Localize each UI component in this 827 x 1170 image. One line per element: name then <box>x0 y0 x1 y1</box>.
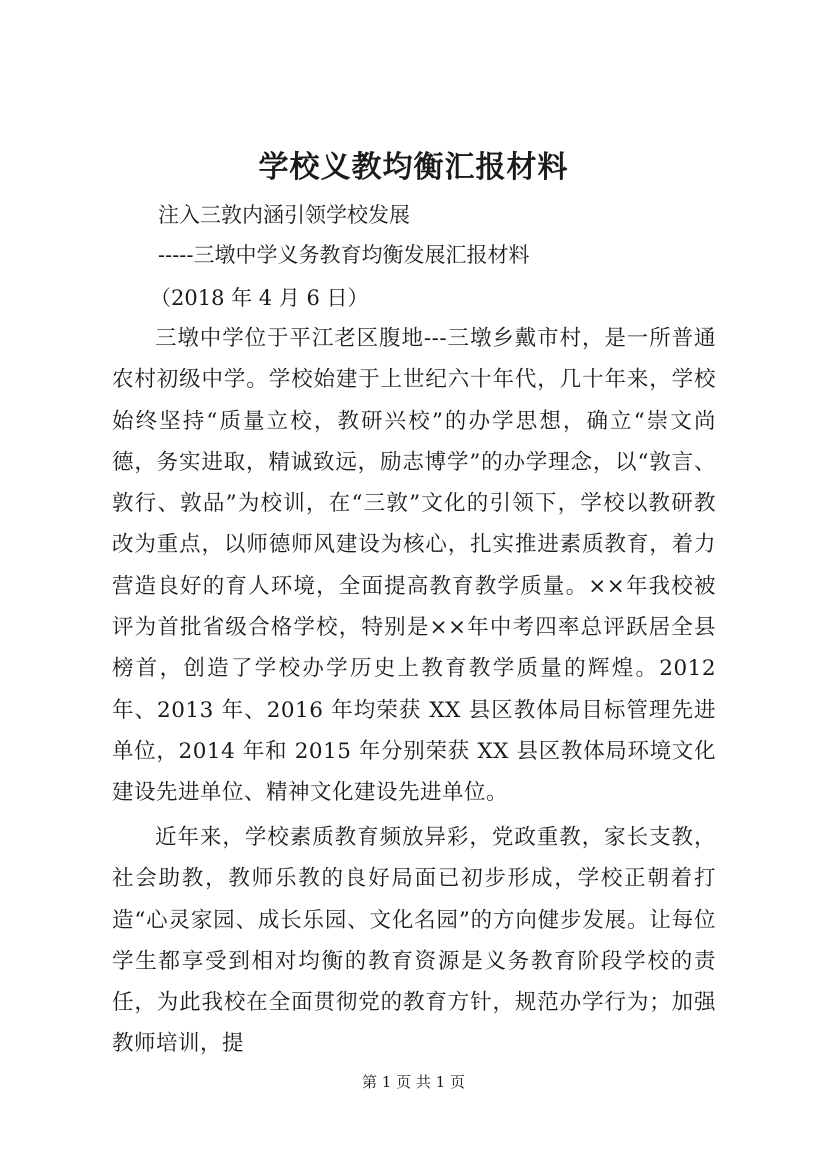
document-subtitle: 注入三敦内涵引领学校发展 <box>158 203 410 227</box>
page-footer: 第 1 页 共 1 页 <box>362 1073 465 1091</box>
document-title: 学校义教均衡汇报材料 <box>258 150 569 185</box>
body-paragraph: 三墩中学位于平江老区腹地---三墩乡戴市村，是一所普通农村初级中学。学校始建于上世纪六十年代，几十年来，学校始终坚持“质量立校，教研兴校”的办学思想，确立“崇文尚德，务实进取，精诚致远，励志博学”的办学理念，以“敦言、敦行、敦品”为校训，在“三敦”文化的引领下，学校以教研教改为重点，以师德师风建设为核心，扎实推进素质教育，着力营造良好的育人环境，全面提高教育教学质量。××年我校被评为首批省级合格学校，特别是××年中考四率总评跃居全县榜首，创造了学校办学历史上教育教学质量的辉煌。2012 年、2013 年、2016 年均荣获 XX 县区教体局目标管理先进单位，2014 年和 2015 年分别荣获 XX 县区教体局环境文化建设先进单位、精神文化建设先进单位。 <box>112 326 716 806</box>
body-paragraph: 近年来，学校素质教育频放异彩，党政重教，家长支教，社会助教，教师乐教的良好局面已初步形成，学校正朝着打造“心灵家园、成长乐园、文化名园”的方向健步发展。让每位学生都享受到相对均衡的教育资源是义务教育阶段学校的责任，为此我校在全面贯彻党的教育方针，规范办学行为；加强教师培训，提 <box>112 825 716 1057</box>
document-subtitle-secondary: -----三墩中学义务教育均衡发展汇报材料 <box>158 243 530 267</box>
document-date: （2018 年 4 月 6 日） <box>150 286 369 310</box>
